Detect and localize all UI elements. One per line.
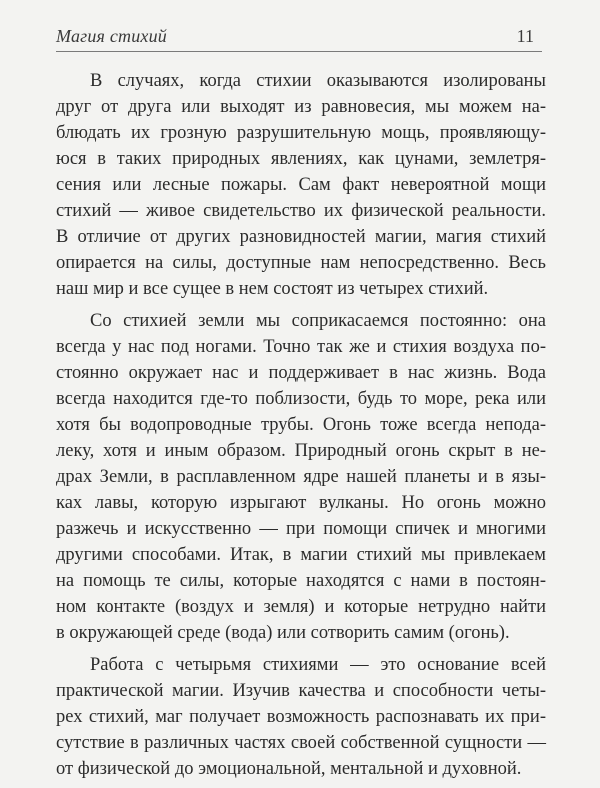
text-line: хотя бы водопроводные трубы. Огонь тоже всегда непода-: [56, 415, 546, 435]
running-title: Магия стихий: [56, 26, 168, 46]
text-line: другими способами. Итак, в магии стихий мы привлекаем: [56, 545, 546, 565]
text-line: В случаях, когда стихии оказываются изолированы: [90, 71, 546, 91]
paragraph: [56, 308, 546, 646]
text-line: юся в таких природных явлениях, как цунами, землетря-: [56, 149, 546, 169]
text-line: практической магии. Изучив качества и способности четы-: [56, 681, 546, 701]
text-line: на помощь те силы, которые находятся с нами в постоян-: [56, 571, 546, 591]
text-line: ном контакте (воздух и земля) и которые нетрудно найти: [56, 597, 546, 617]
text-line: в окружающей среде (вода) или сотворить самим (огонь).: [56, 623, 510, 643]
text-line: от физической до эмоциональной, ментальной и духовной.: [56, 759, 522, 779]
text-line: друг от друга или выходят из равновесия, мы можем на-: [56, 97, 546, 117]
text-line: В отличие от других разновидностей магии, магия стихий: [56, 227, 546, 247]
text-line: всегда у нас под ногами. Точно так же и стихия воздуха по-: [56, 337, 546, 357]
text-line: сутствие в различных частях своей собственной сущности —: [56, 733, 546, 753]
text-line: Со стихией земли мы соприкасаемся постоянно: она: [90, 311, 546, 331]
text-line: ках лавы, которую изрыгают вулканы. Но огонь можно: [56, 493, 546, 513]
paragraph: [56, 68, 546, 302]
text-line: блюдать их грозную разрушительную мощь, проявляющу-: [56, 123, 546, 143]
text-line: наш мир и все сущее в нем состоят из четырех стихий.: [56, 279, 489, 299]
text-line: всегда находится где-то поблизости, будь то море, река или: [56, 389, 546, 409]
text-line: сения или лесные пожары. Сам факт невероятной мощи: [56, 175, 546, 195]
text-line: стоянно окружает нас и поддерживает в нас жизнь. Вода: [56, 363, 546, 383]
header-rule: [56, 51, 542, 52]
paragraph: [56, 652, 546, 782]
text-line: Работа с четырьмя стихиями — это основание всей: [90, 655, 546, 675]
text-line: стихий — живое свидетельство их физической реальности.: [56, 201, 546, 221]
text-line: леку, хотя и иным образом. Природный огонь скрыт в не-: [56, 441, 546, 461]
page-header: [56, 22, 542, 52]
text-line: рех стихий, маг получает возможность распознавать их при-: [56, 707, 546, 727]
page-number: 11: [516, 26, 534, 46]
text-line: разжечь и искусственно — при помощи спичек и многими: [56, 519, 546, 539]
body-text: [56, 68, 546, 788]
text-line: драх Земли, в расплавленном ядре нашей планеты и в язы-: [56, 467, 546, 487]
text-line: опирается на силы, доступные нам непосредственно. Весь: [56, 253, 546, 273]
